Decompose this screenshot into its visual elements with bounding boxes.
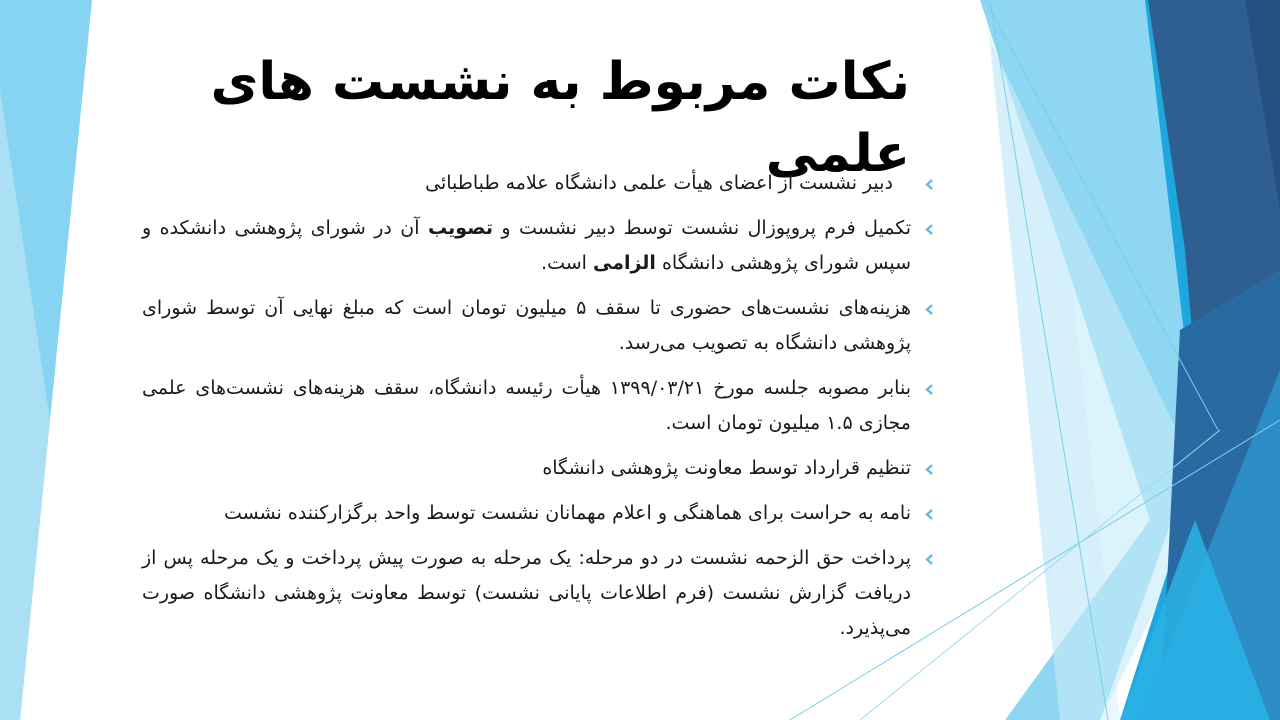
bullet-text [142,166,911,201]
bullet-emphasis: الزامی [592,252,656,274]
chevron-left-icon [924,509,935,520]
bullet-text-part: نامه به حراست برای هماهنگی و اعلام مهمانان نشست توسط واحد برگزارکننده نشست [223,502,911,524]
chevron-left-icon [924,554,935,565]
bullet-item [142,291,937,361]
bullet-text [142,211,911,281]
chevron-left-icon [924,179,935,190]
bullet-item [142,496,937,531]
chevron-left-icon [924,464,935,475]
bullet-text-part: دبیر نشست از اعضای هیأت علمی دانشگاه علامه طباطبائی [425,172,893,194]
bullet-text-part: پرداخت حق الزحمه نشست در دو مرحله: یک مرحله به صورت پیش پرداخت و یک مرحله پس از دریافت گزارش نشست (فرم اطلاعات پایانی نشست) توسط معاونت پژوهشی دانشگاه صورت می‌پذیرد. [142,547,911,639]
bullet-text-part: تنظیم قرارداد توسط معاونت پژوهشی دانشگاه [542,457,911,479]
bullet-text-part: است. [541,252,593,274]
chevron-left-icon [924,304,935,315]
bullet-text [142,451,911,486]
bullet-list [142,166,937,656]
chevron-left-icon [924,384,935,395]
slide-title: نکات مربوط به نشست های علمی [210,52,910,184]
bullet-item [142,166,937,201]
bullet-item [142,371,937,441]
bullet-text-part: تکمیل فرم پروپوزال نشست توسط دبیر نشست و [492,217,912,239]
bullet-text-part: آن در شورای پژوهشی دانشکده و سپس شورای پژوهشی دانشگاه [142,217,911,274]
bullet-text [142,291,911,361]
bullet-text-part: هزینه‌های نشست‌های حضوری تا سقف ۵ میلیون تومان است که مبلغ نهایی آن توسط شورای پژوهشی دانشگاه به تصویب می‌رسد. [142,297,911,354]
bullet-text-part: بنابر مصوبه جلسه مورخ ۱۳۹۹/۰۳/۲۱ هیأت رئیسه دانشگاه، سقف هزینه‌های نشست‌های علمی مجازی ۱.۵ میلیون تومان است. [142,377,911,434]
bullet-item [142,541,937,646]
chevron-left-icon [924,224,935,235]
bullet-text [142,371,911,441]
bullet-text [142,541,911,646]
bullet-item [142,451,937,486]
bullet-item [142,211,937,281]
bullet-text [142,496,911,531]
bullet-emphasis: تصویب [427,217,493,239]
